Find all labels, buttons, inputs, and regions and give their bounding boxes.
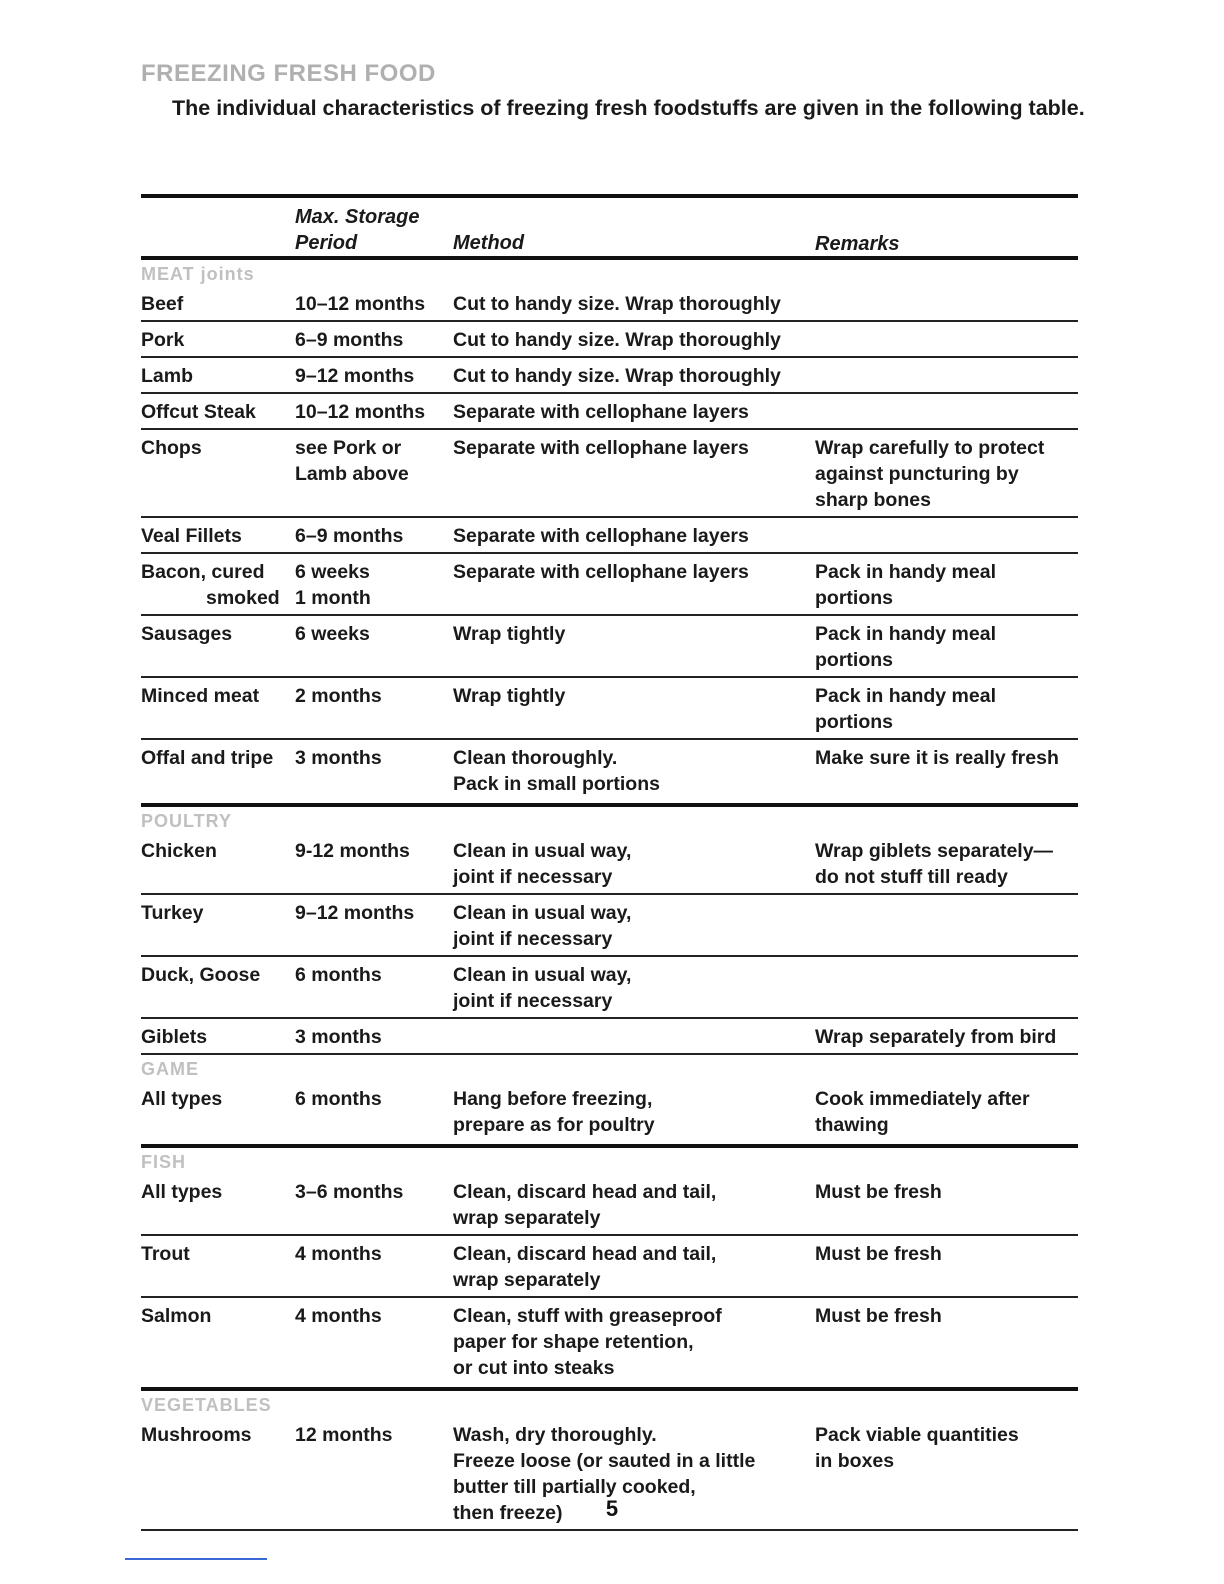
remarks-cell — [815, 523, 1078, 549]
method-line: Pack in small portions — [453, 773, 660, 795]
remarks-cell — [815, 838, 1078, 890]
remarks-cell: Wrap separately from bird — [815, 1026, 1057, 1048]
table-row — [141, 286, 1078, 322]
intro-paragraph: The individual characteristics of freezing fresh foodstuffs are given in the following table. — [172, 96, 1085, 120]
food-cell: All types — [141, 1088, 223, 1110]
remarks-cell: Pack in handy meal portions — [815, 561, 996, 609]
period-cell: 6 weeks — [295, 623, 370, 645]
table-row — [141, 833, 1078, 895]
remarks-line: Wrap giblets separately— — [815, 840, 1054, 862]
remarks-cell: Pack in handy meal portions — [815, 685, 996, 733]
period-cell: 6–9 months — [295, 525, 404, 547]
remarks-cell: Make sure it is really fresh — [815, 747, 1059, 769]
period-cell: 4 months — [295, 1305, 382, 1327]
period-line: 6 weeks — [295, 561, 370, 583]
table-row — [141, 1236, 1078, 1298]
section-label-game: GAME — [141, 1059, 199, 1079]
food-cell: Sausages — [141, 623, 233, 645]
table-row — [141, 358, 1078, 394]
method-line: wrap separately — [453, 1269, 601, 1291]
remarks-cell: Must be fresh — [815, 1243, 942, 1265]
table-row — [141, 1019, 1078, 1055]
remarks-cell — [815, 962, 1078, 1014]
method-cell — [453, 838, 815, 890]
food-cell: Pork — [141, 329, 185, 351]
method-line: Freeze loose (or sauted in a little — [453, 1450, 756, 1472]
food-cell: Trout — [141, 1243, 190, 1265]
method-cell: Wrap tightly — [453, 623, 566, 645]
food-cell: Chops — [141, 437, 202, 459]
method-line: Clean, stuff with greaseproof — [453, 1305, 722, 1327]
method-line: Clean in usual way, — [453, 840, 632, 862]
freezing-table — [141, 194, 1078, 1531]
page-title: FREEZING FRESH FOOD — [141, 60, 436, 87]
remarks-cell: Must be fresh — [815, 1181, 942, 1203]
section-label-meat: MEAT joints — [141, 264, 255, 284]
period-line: 1 month — [295, 587, 371, 609]
method-line: Wash, dry thoroughly. — [453, 1424, 657, 1446]
table-row — [141, 1081, 1078, 1144]
method-cell — [453, 745, 815, 797]
section-label-vegetables: VEGETABLES — [141, 1395, 272, 1415]
method-cell — [453, 900, 815, 952]
method-cell — [453, 1303, 815, 1381]
method-line: prepare as for poultry — [453, 1114, 655, 1136]
period-cell: 4 months — [295, 1243, 382, 1265]
method-cell: Separate with cellophane layers — [453, 401, 749, 423]
remarks-line: sharp bones — [815, 489, 931, 511]
method-cell — [453, 1024, 815, 1050]
period-cell: 9-12 months — [295, 840, 410, 862]
method-cell: Cut to handy size. Wrap thoroughly — [453, 329, 781, 351]
method-line: Hang before freezing, — [453, 1088, 653, 1110]
section-label-poultry: POULTRY — [141, 811, 232, 831]
method-cell: Cut to handy size. Wrap thoroughly — [453, 293, 781, 315]
food-cell: Beef — [141, 293, 184, 315]
period-line: Lamb above — [295, 463, 409, 485]
period-cell: 10–12 months — [295, 401, 426, 423]
method-line: butter till partially cooked, — [453, 1476, 696, 1498]
food-cell: Duck, Goose — [141, 964, 261, 986]
method-cell — [453, 1241, 815, 1293]
method-line: paper for shape retention, — [453, 1331, 694, 1353]
remarks-line: Cook immediately after — [815, 1088, 1030, 1110]
food-cell: Turkey — [141, 902, 204, 924]
method-line: Clean in usual way, — [453, 964, 632, 986]
period-cell: 2 months — [295, 685, 382, 707]
method-line: wrap separately — [453, 1207, 601, 1229]
period-cell: 6 months — [295, 964, 382, 986]
food-cell: Offal and tripe — [141, 747, 274, 769]
remarks-cell — [815, 291, 1078, 317]
period-cell: 10–12 months — [295, 293, 426, 315]
period-cell: 9–12 months — [295, 365, 415, 387]
table-row — [141, 740, 1078, 803]
period-cell: 6 months — [295, 1088, 382, 1110]
table-row — [141, 895, 1078, 957]
page-number: 5 — [605, 1496, 619, 1521]
method-line: or cut into steaks — [453, 1357, 615, 1379]
method-cell: Separate with cellophane layers — [453, 525, 749, 547]
remarks-line: do not stuff till ready — [815, 866, 1008, 888]
period-cell: 3–6 months — [295, 1181, 404, 1203]
remarks-cell — [815, 363, 1078, 389]
remarks-line: in boxes — [815, 1450, 895, 1472]
method-line: Clean in usual way, — [453, 902, 632, 924]
period-cell: 12 months — [295, 1424, 393, 1446]
header-remarks: Remarks — [815, 233, 900, 255]
method-cell — [453, 1086, 815, 1138]
method-line: joint if necessary — [453, 866, 613, 888]
table-row — [141, 1174, 1078, 1236]
period-cell: 3 months — [295, 747, 382, 769]
method-line: then freeze) — [453, 1502, 563, 1524]
food-line: smoked — [206, 587, 280, 609]
method-line: Clean thoroughly. — [453, 747, 618, 769]
method-line: joint if necessary — [453, 990, 613, 1012]
food-cell: Giblets — [141, 1026, 208, 1048]
remarks-line: against puncturing by — [815, 463, 1019, 485]
method-cell — [453, 962, 815, 1014]
period-cell: 3 months — [295, 1026, 382, 1048]
method-cell: Separate with cellophane layers — [453, 437, 749, 459]
header-max-line2: Period — [295, 232, 358, 254]
food-cell: Lamb — [141, 365, 194, 387]
table-row — [141, 518, 1078, 554]
remarks-cell — [815, 399, 1078, 425]
remarks-line: Wrap carefully to protect — [815, 437, 1045, 459]
period-cell — [295, 559, 453, 611]
method-cell — [453, 1179, 815, 1231]
table-row — [141, 678, 1078, 740]
remarks-line: Pack viable quantities — [815, 1424, 1019, 1446]
table-row — [141, 394, 1078, 430]
method-line: Clean, discard head and tail, — [453, 1243, 717, 1265]
food-cell: Mushrooms — [141, 1424, 252, 1446]
period-cell: 9–12 months — [295, 902, 415, 924]
food-cell: Salmon — [141, 1305, 212, 1327]
method-cell: Wrap tightly — [453, 685, 566, 707]
food-cell: Minced meat — [141, 685, 260, 707]
method-cell: Cut to handy size. Wrap thoroughly — [453, 365, 781, 387]
remarks-cell — [815, 435, 1078, 513]
header-max-storage — [295, 204, 419, 256]
table-header — [141, 198, 1078, 256]
food-line: Bacon, cured — [141, 561, 265, 583]
table-row — [141, 1298, 1078, 1387]
food-cell: Offcut Steak — [141, 401, 256, 423]
remarks-cell — [815, 327, 1078, 353]
table-row — [141, 957, 1078, 1019]
food-cell: All types — [141, 1181, 223, 1203]
remarks-line: thawing — [815, 1114, 889, 1136]
footer-link-underline — [125, 1558, 267, 1560]
table-row — [141, 554, 1078, 616]
period-cell — [295, 435, 453, 513]
remarks-cell: Must be fresh — [815, 1305, 942, 1327]
table-row — [141, 430, 1078, 518]
food-cell — [141, 559, 295, 611]
method-cell: Separate with cellophane layers — [453, 561, 749, 583]
table-row — [141, 322, 1078, 358]
food-cell: Chicken — [141, 840, 217, 862]
section-label-fish: FISH — [141, 1152, 187, 1172]
header-max-line1: Max. Storage — [295, 206, 420, 228]
remarks-cell: Pack in handy meal portions — [815, 623, 996, 671]
period-cell: 6–9 months — [295, 329, 404, 351]
header-method: Method — [453, 232, 525, 254]
method-line: joint if necessary — [453, 928, 613, 950]
table-row — [141, 616, 1078, 678]
remarks-cell — [815, 900, 1078, 952]
food-cell: Veal Fillets — [141, 525, 242, 547]
period-line: see Pork or — [295, 437, 402, 459]
method-line: Clean, discard head and tail, — [453, 1181, 717, 1203]
remarks-cell — [815, 1086, 1078, 1138]
